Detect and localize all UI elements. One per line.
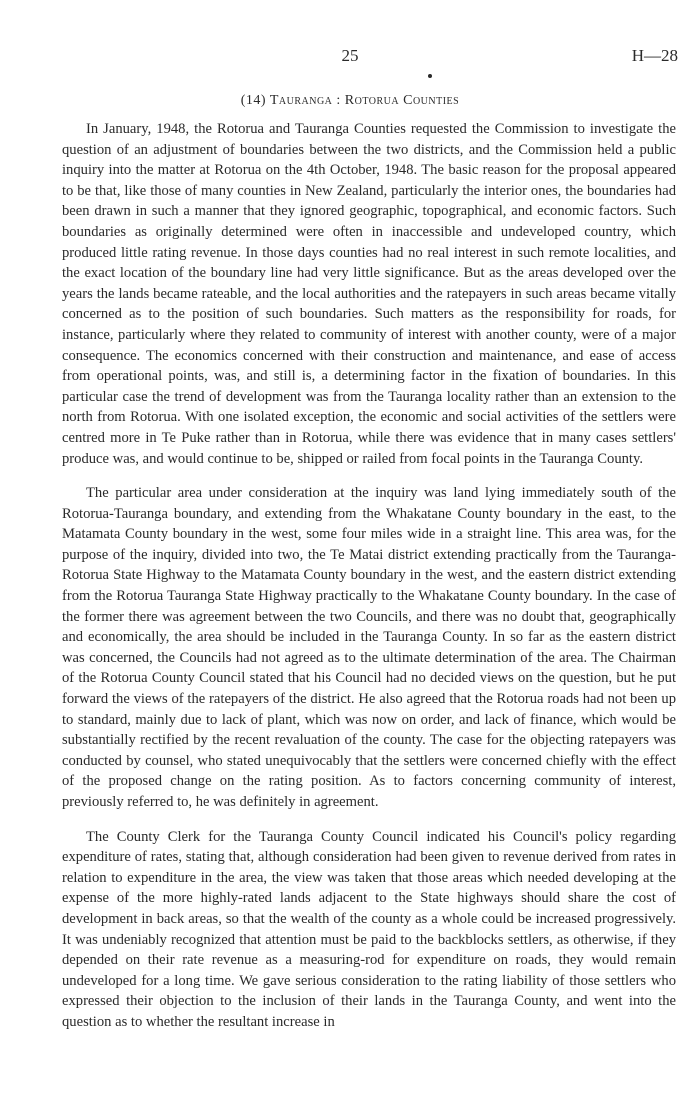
- body-text: [62, 119, 676, 1033]
- paragraph-3: The County Clerk for the Tauranga County Council indicated his Council's policy regarding expenditure of rates, stating that, although consideration had been given to revenue derived from rates in relation to expenditure in the area, the view was taken that those areas which needed developing at the expense of the more highly-rated lands adjacent to the State highways should share the cost of development in back areas, so that the wealth of the county as a whole could be increased progressively. It was undeniably recognized that attention must be paid to the backblocks settlers, as otherwise, if they depended on their rate revenue as a measuring-rod for expenditure on roads, they would remain undeveloped for a long time. We gave serious consideration to the rating liability of those settlers who expressed their objection to the inclusion of their lands in the Tauranga County, and went into the question as to whether the resultant increase in: [62, 828, 676, 1030]
- paragraph-1: In January, 1948, the Rotorua and Tauranga Counties requested the Commission to investigate the question of an adjustment of boundaries between the two districts, and the Commission held a public inquiry into the matter at Rotorua on the 4th October, 1948. The basic reason for the proposal appeared to be that, like those of many counties in New Zealand, particularly the interior ones, the boundaries had been drawn in such a manner that they ignored geographic, topographical, and economic factors. Such boundaries as originally determined were often in inaccessible and undeveloped country, which produced little rating revenue. In those days counties had no real interest in such remote localities, and the exact location of the boundary line had very little significance. But as the areas developed over the years the lands became rateable, and the local authorities and the ratepayers in such areas became vitally concerned as to the position of such boundaries. Such matters as the responsibility for roads, for instance, particularly where they related to community of interest with another county, were of a major consequence. The economics concerned with their construction and maintenance, and ease of access from operational points, was, and still is, a determining factor in the fixation of boundaries. In this particular case the trend of development was from the Tauranga locality rather than an extension to the north from Rotorua. With one isolated exception, the economic and social activities of the settlers were centred more in Te Puke rather than in Rotorua, while there was evidence that in many cases settlers' produce was, and would continue to be, shipped or railed from focal points in the Tauranga County.: [62, 121, 676, 467]
- section-heading: (14) Tauranga : Rotorua Counties: [240, 93, 460, 108]
- paragraph-2: The particular area under consideration at the inquiry was land lying immediately south of the Rotorua-Tauranga boundary, and extending from the Whakatane County boundary in the east, to the Matamata County boundary in the west, some four miles wide in a straight line. This area was, for the purpose of the inquiry, divided into two, the Te Matai district extending practically from the Tauranga-Rotorua State Highway to the Matamata County boundary in the west, and the eastern district extending from the Rotorua Tauranga State Highway practically to the Whakatane County boundary. In the case of the former there was agreement between the two Councils, and there was no doubt that, geographically and economically, the area should be included in the Tauranga County. In so far as the eastern district was concerned, the Councils had not agreed as to the ultimate determination of the area. The Chairman of the Rotorua County Council stated that his Council had no decided views on the question, but he put forward the views of the ratepayers of the district. He also agreed that the Rotorua roads had not been up to standard, mainly due to lack of plant, which was now on order, and lack of finance, which would be substantially rectified by the recent revaluation of the county. The case for the objecting ratepayers was conducted by counsel, who stated unequivocably that the settlers were concerned chiefly with the effect of the proposed change on the rating position. As to factors concerning community of interest, previously referred to, he was definitely in agreement.: [62, 485, 676, 810]
- document-reference: H—28: [631, 46, 678, 65]
- print-mark: [428, 74, 432, 78]
- page-number: 25: [341, 46, 359, 65]
